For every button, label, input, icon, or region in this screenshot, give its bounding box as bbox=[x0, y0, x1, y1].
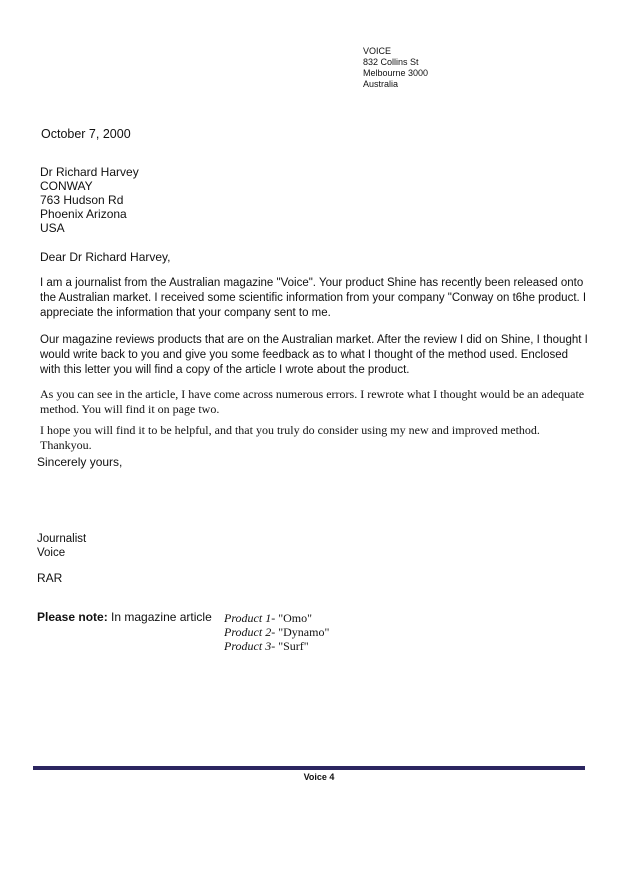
signature-block bbox=[37, 532, 86, 560]
product-label: Product 3 bbox=[224, 639, 272, 653]
product-item bbox=[224, 625, 329, 639]
recipient-city: Phoenix Arizona bbox=[40, 207, 127, 221]
signature-org: Voice bbox=[37, 547, 66, 559]
page-footer: Voice 4 bbox=[303, 772, 335, 782]
recipient-company: CONWAY bbox=[40, 179, 93, 193]
product-label: Product 1 bbox=[224, 611, 272, 625]
signature-initials: RAR bbox=[37, 571, 63, 585]
recipient-country: USA bbox=[40, 221, 65, 235]
sender-city: Melbourne 3000 bbox=[363, 68, 429, 78]
product-value: - "Surf" bbox=[271, 639, 309, 653]
recipient-name: Dr Richard Harvey bbox=[40, 165, 139, 179]
product-item bbox=[224, 611, 329, 625]
recipient-street: 763 Hudson Rd bbox=[40, 193, 124, 207]
salutation: Dear Dr Richard Harvey, bbox=[40, 250, 171, 264]
product-list bbox=[224, 611, 329, 653]
letter-date: October 7, 2000 bbox=[41, 127, 131, 141]
closing: Sincerely yours, bbox=[37, 455, 123, 469]
sender-street: 832 Collins St bbox=[363, 57, 419, 67]
body-paragraph-3: As you can see in the article, I have come across numerous errors. I rewrote what I thought would be an adequate method. You will find it on page two. bbox=[40, 387, 585, 416]
note-text: In magazine article bbox=[111, 610, 212, 624]
body-paragraph-1: I am a journalist from the Australian magazine "Voice". Your product Shine has recently been released onto the Australian market. I received some scientific information from your company "Conway on t6he product. I appreciate the information that your company sent to me. bbox=[40, 277, 587, 319]
product-item bbox=[224, 639, 329, 653]
product-value: - "Dynamo" bbox=[271, 625, 330, 639]
note-line bbox=[37, 610, 212, 624]
body-paragraph-2: Our magazine reviews products that are on the Australian market. After the review I did on Shine, I thought I would write back to you and give you some feedback as to what I thought of the method used. Enclosed with this letter you will find a copy of the article I wrote about the product. bbox=[40, 334, 588, 376]
sender-name: VOICE bbox=[363, 46, 392, 56]
recipient-address bbox=[40, 165, 139, 235]
footer-rule bbox=[33, 766, 585, 770]
signature-title: Journalist bbox=[37, 533, 87, 545]
sender-country: Australia bbox=[363, 79, 399, 89]
product-value: - "Omo" bbox=[271, 611, 313, 625]
note-label: Please note: bbox=[37, 610, 108, 624]
sender-address bbox=[363, 46, 428, 90]
product-label: Product 2 bbox=[224, 625, 272, 639]
body-paragraph-4: I hope you will find it to be helpful, and that you truly do consider using my new and improved method. Thankyou. bbox=[40, 423, 540, 452]
